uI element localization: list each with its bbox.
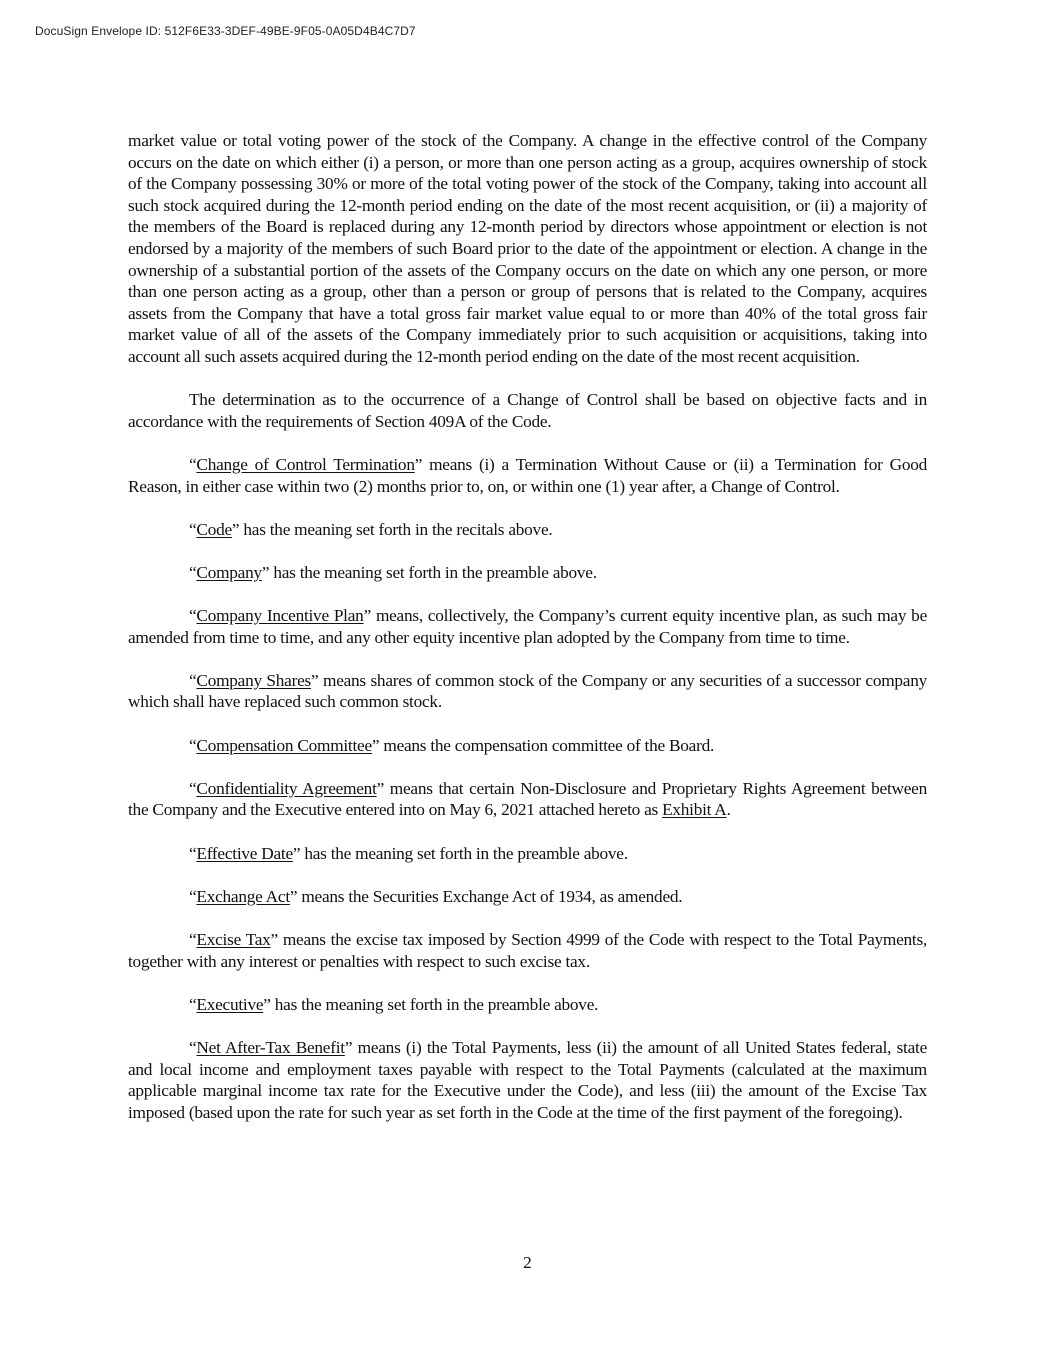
definition-excise-tax: “Excise Tax” means the excise tax imposed by Section 4999 of the Code with respect to the Total Payments, together with any interest or penalties with respect to such excise tax. xyxy=(128,929,928,971)
defined-term: Confidentiality Agreement xyxy=(196,778,377,798)
determination-paragraph: The determination as to the occurrence of a Change of Control shall be based on objective facts and in accordance with the requirements of Section 409A of the Code. xyxy=(128,390,927,431)
definition-executive: “Executive” has the meaning set forth in the preamble above. xyxy=(189,994,599,1014)
defined-term: Exchange Act xyxy=(196,886,290,906)
definition-company-shares: “Company Shares” means shares of common stock of the Company or any securities of a successor company which shall have replaced such common stock. xyxy=(128,670,928,712)
docusign-envelope-id: DocuSign Envelope ID: 512F6E33-3DEF-49BE-9F05-0A05D4B4C7D7 xyxy=(35,24,416,38)
page-number: 2 xyxy=(523,1253,532,1272)
definition-net-after-tax-benefit: “Net After-Tax Benefit” means (i) the Total Payments, less (ii) the amount of all United States federal, state and local income and employment taxes payable with respect to the Total Payments (calculated at the maximum applicable marginal income tax rate for the Executive under the Code), and less (iii) the amount of the Excise Tax imposed (based upon the rate for such year as set forth in the Code at the time of the first payment of the foregoing). xyxy=(128,1037,927,1122)
definition-company-incentive-plan: “Company Incentive Plan” means, collectively, the Company’s current equity incentive plan, as such may be amended from time to time, and any other equity incentive plan adopted by the Company from time to time. xyxy=(128,606,927,647)
definition-code: “Code” has the meaning set forth in the recitals above. xyxy=(189,519,553,539)
definition-compensation-committee: “Compensation Committee” means the compensation committee of the Board. xyxy=(189,735,715,755)
continuation-paragraph: market value or total voting power of the stock of the Company. A change in the effective control of the Company occurs on the date on which either (i) a person, or more than one person acting as a group, acquires ownership of stock of the Company possessing 30% or more of the total voting power of the stock of the Company, taking into account all such stock acquired during the 12-month period ending on the date of the most recent acquisition, or (ii) a majority of the members of the Board is replaced during any 12-month period by directors whose appointment or election is not endorsed by a majority of the members of such Board prior to the date of the appointment or election. A change in the ownership of a substantial portion of the assets of the Company occurs on the date on which any one person, or more than one person acting as a group, other than a person or group of persons that is related to the Company, acquires assets from the Company that have a total gross fair market value equal to or more than 40% of the total gross fair market value of all of the assets of the Company immediately prior to such acquisition or acquisitions, taking into account all such assets acquired during the 12-month period ending on the date of the most recent acquisition. xyxy=(128,131,927,366)
defined-term: Company Incentive Plan xyxy=(196,606,364,626)
definition-exchange-act: “Exchange Act” means the Securities Exchange Act of 1934, as amended. xyxy=(189,886,683,906)
defined-term: Compensation Committee xyxy=(196,735,372,755)
defined-term: Change of Control Termination xyxy=(196,454,415,474)
definition-company: “Company” has the meaning set forth in the preamble above. xyxy=(189,562,597,582)
definition-confidentiality-agreement: “Confidentiality Agreement” means that certain Non-Disclosure and Proprietary Rights Agreement between the Company and the Executive entered into on May 6, 2021 attached hereto as Exhibit A. xyxy=(128,778,927,820)
defined-term: Executive xyxy=(196,994,264,1014)
defined-term: Excise Tax xyxy=(196,929,271,949)
defined-term: Company Shares xyxy=(196,670,312,690)
defined-term: Net After-Tax Benefit xyxy=(196,1037,345,1057)
defined-term: Company xyxy=(196,562,262,582)
exhibit-a-reference: Exhibit A xyxy=(662,800,727,820)
defined-term: Code xyxy=(196,519,232,539)
definition-effective-date: “Effective Date” has the meaning set forth in the preamble above. xyxy=(189,843,628,863)
document-body xyxy=(128,130,927,1145)
defined-term: Effective Date xyxy=(196,843,293,863)
definition-change-of-control-termination: “Change of Control Termination” means (i) a Termination Without Cause or (ii) a Termination for Good Reason, in either case within two (2) months prior to, on, or within one (1) year after, a Change of Control. xyxy=(128,454,927,496)
